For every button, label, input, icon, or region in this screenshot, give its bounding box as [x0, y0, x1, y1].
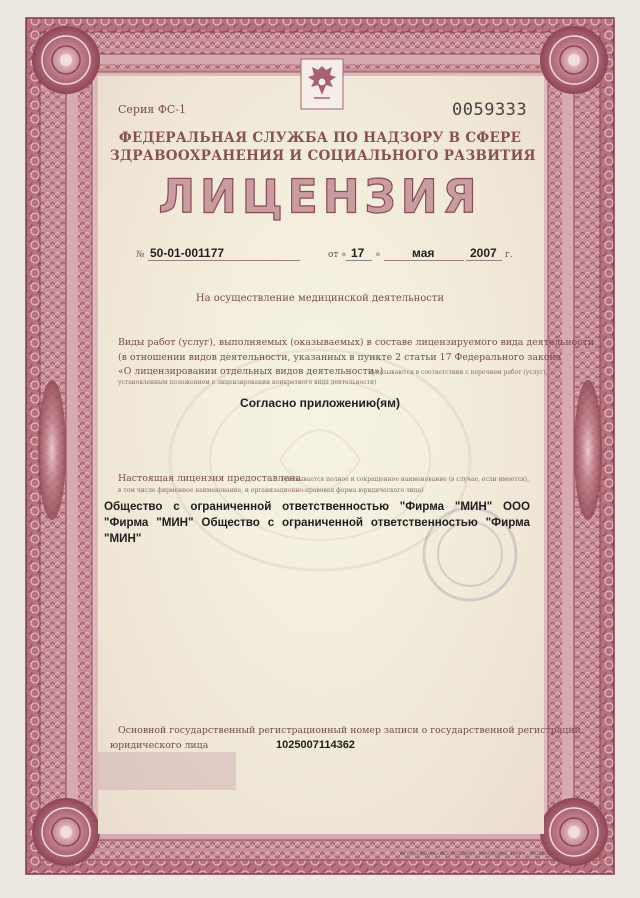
activity-purpose: На осуществление медицинской деятельности: [195, 293, 445, 304]
printer-imprint: ФГУП «ГОЗНАК»-ФСЕ РОССИИ, г. КРАСНОДАР, 2006 г., УРОВЕНЬ «В»: [400, 852, 561, 857]
holder-note-a: (указывается полное и сокращенное наименование (в случае, если имеется),: [282, 476, 530, 483]
series-label: Серия ФС-1: [118, 103, 186, 116]
registration-label-line2: юридического лица: [110, 740, 209, 751]
works-line2: (в отношении видов деятельности, указанных в пункте 2 статьи 17 Федерального закона: [118, 352, 562, 363]
registration-label-line1: Основной государственный регистрационный номер записи о государственной регистрации: [118, 725, 581, 736]
date-from-label: от «: [328, 250, 347, 260]
works-value: Согласно приложению(ям): [240, 396, 400, 410]
number-label: №: [136, 250, 145, 260]
serial-number: 0059333: [452, 100, 528, 120]
faded-corner-mark: [98, 752, 236, 790]
works-note-b: установленным положением о лицензировании конкретного вида деятельности): [118, 379, 377, 386]
year-suffix: г.: [505, 250, 513, 260]
year-underline: [466, 260, 502, 261]
day-underline: [346, 260, 372, 261]
day-close-quote: »: [375, 250, 381, 260]
coat-of-arms-icon: [300, 58, 344, 110]
agency-name-line1: ФЕДЕРАЛЬНАЯ СЛУЖБА ПО НАДЗОРУ В СФЕРЕ: [118, 130, 522, 146]
holder-note-b: в том числе фирменное наименование, и организационно-правовая форма юридического лица): [118, 487, 424, 494]
holder-label: Настоящая лицензия предоставлена: [118, 473, 302, 484]
license-number: 50-01-001177: [150, 246, 225, 260]
organization-name: Общество с ограниченной ответственностью "Фирма "МИН" ООО "Фирма "МИН" Общество с ограниченной ответственностью "Фирма "МИН": [104, 500, 530, 545]
registration-number: 1025007114362: [276, 739, 355, 751]
works-note-a: (указываются в соответствии с перечнем работ (услуг),: [370, 369, 548, 376]
month-underline: [384, 260, 464, 261]
license-year: 2007: [470, 246, 497, 260]
works-line1: Виды работ (услуг), выполняемых (оказываемых) в составе лицензируемого вида деятельности: [118, 337, 594, 348]
number-underline: [148, 260, 300, 261]
agency-name-line2: ЗДРАВООХРАНЕНИЯ И СОЦИАЛЬНОГО РАЗВИТИЯ: [110, 148, 536, 164]
license-day: 17: [351, 246, 365, 260]
works-line3: «О лицензировании отдельных видов деятельности»): [118, 366, 384, 377]
license-month: мая: [412, 246, 435, 260]
document-title: ЛИЦЕНЗИЯ: [158, 170, 482, 225]
